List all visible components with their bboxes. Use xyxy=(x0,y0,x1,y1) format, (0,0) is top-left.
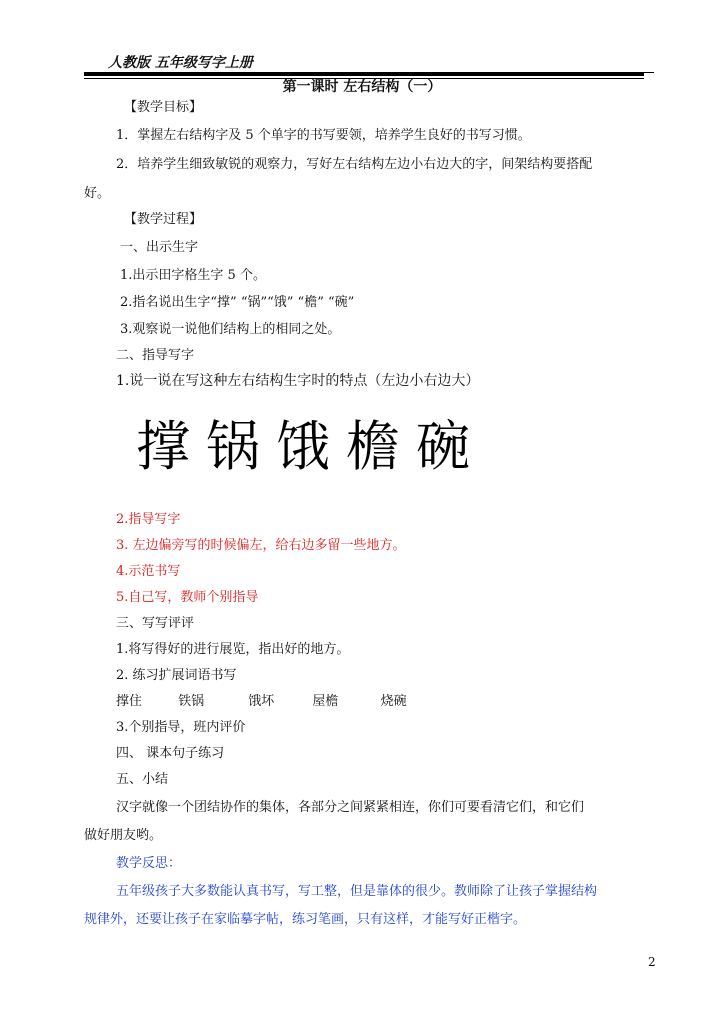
objectives-heading: 【教学目标】 xyxy=(124,100,203,115)
reflection-line-1: 五年级孩子大多数能认真书写，写工整，但是靠体的很少。教师除了让孩子掌握结构 xyxy=(116,884,598,899)
section-4-title: 四、 课本句子练习 xyxy=(116,746,225,761)
reflection-line-2: 规律外，还要让孩子在家临摹字帖，练习笔画，只有这样，才能写好正楷字。 xyxy=(84,912,527,927)
section-1-title: 一、出示生字 xyxy=(120,240,199,255)
section-2-item-3: 3. 左边偏旁写的时候偏左，给右边多留一些地方。 xyxy=(116,538,406,553)
section-2-item-4: 4.示范书写 xyxy=(116,564,181,579)
section-5-title: 五、小结 xyxy=(116,772,169,787)
reflection-heading: 教学反思： xyxy=(116,856,182,871)
practice-word: 铁锅 xyxy=(178,694,205,709)
section-2-item-5: 5.自己写，教师个别指导 xyxy=(116,590,259,605)
practice-word: 饿坏 xyxy=(248,694,275,709)
section-3-title: 三、写写评评 xyxy=(116,616,195,631)
practice-word: 撑住 xyxy=(116,694,143,709)
header-title: 人教版 五年级写字上册 xyxy=(108,55,253,71)
objective-2-line-1: 2．培养学生细致敏锐的观察力，写好左右结构左边小右边大的字，间架结构要搭配 xyxy=(116,157,593,172)
section-2-title: 二、指导写字 xyxy=(116,348,195,363)
practice-word: 烧碗 xyxy=(380,694,407,709)
header-rule-tail xyxy=(644,72,654,73)
section-3-item-2: 2. 练习扩展词语书写 xyxy=(116,668,237,683)
process-heading: 【教学过程】 xyxy=(124,212,203,227)
summary-line-1: 汉字就像一个团结协作的集体，各部分之间紧紧相连，你们可要看清它们，和它们 xyxy=(116,800,585,815)
big-characters: 撑锅饿檐碗 xyxy=(136,415,486,478)
section-2-item-1: 1.说一说在写这种左右结构生字时的特点（左边小右边大） xyxy=(116,373,480,389)
section-3-item-3: 3.个别指导，班内评价 xyxy=(116,720,246,735)
section-1-item-3: 3.观察说一说他们结构上的相同之处。 xyxy=(120,322,341,337)
section-1-item-1: 1.出示田字格生字 5 个。 xyxy=(120,268,266,283)
summary-line-2: 做好朋友哟。 xyxy=(84,828,163,843)
page-number: 2 xyxy=(648,955,656,969)
objective-1: 1．掌握左右结构字及 5 个单字的书写要领，培养学生良好的书写习惯。 xyxy=(116,128,531,143)
practice-word: 屋檐 xyxy=(312,694,339,709)
lesson-title: 第一课时 左右结构（一） xyxy=(282,79,442,95)
objective-2-line-2: 好。 xyxy=(84,186,111,201)
section-2-item-2: 2.指导写字 xyxy=(116,512,181,527)
section-3-item-1: 1.将写得好的进行展览，指出好的地方。 xyxy=(116,642,350,657)
practice-words xyxy=(116,690,407,709)
section-1-item-2: 2.指名说出生字“撑” “锅”“饿” “檐” “碗” xyxy=(120,295,355,310)
